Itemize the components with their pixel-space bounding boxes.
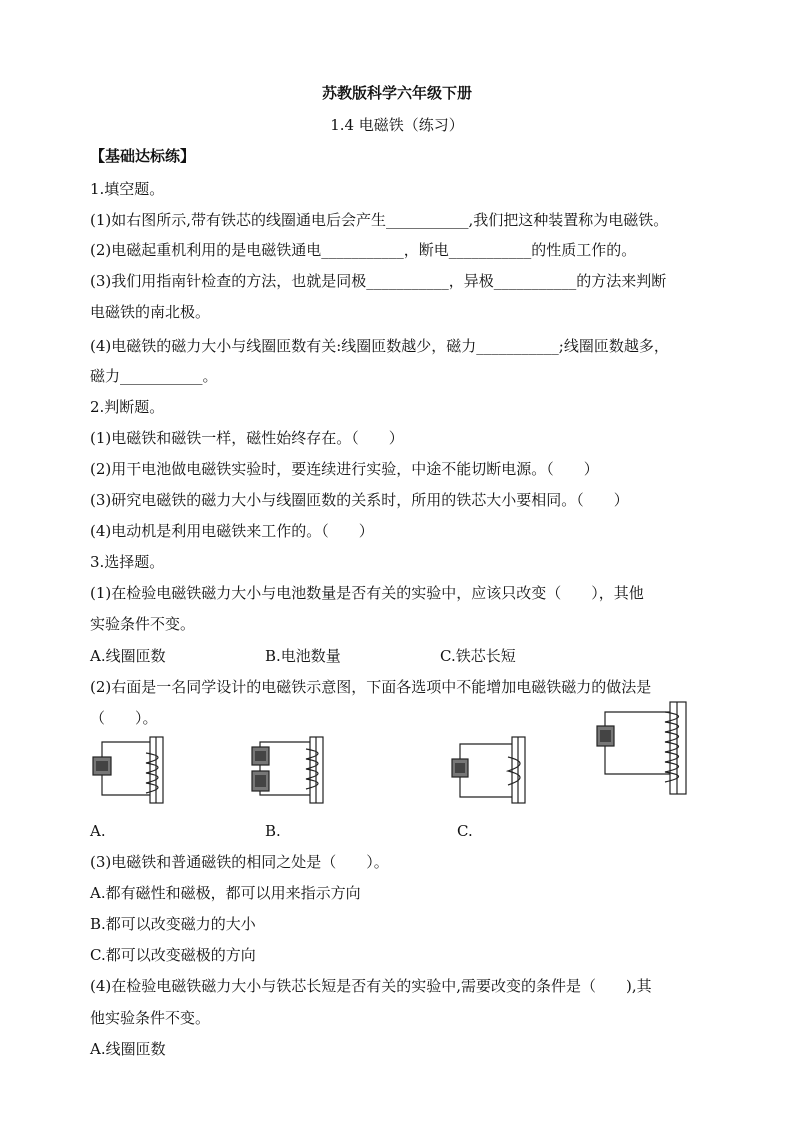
reference-electromagnet-diagram bbox=[594, 700, 704, 796]
q3-3-option-c: C.都可以改变磁极的方向 bbox=[90, 946, 256, 964]
q3-4-line-2: 他实验条件不变。 bbox=[90, 1009, 211, 1027]
q1-item-2: (2)电磁起重机利用的是电磁铁通电___________，断电___________的性质工作的。 bbox=[90, 241, 637, 259]
q2-item-2: (2)用干电池做电磁铁实验时，要连续进行实验，中途不能切断电源。（ ） bbox=[90, 460, 599, 478]
q2-item-1: (1)电磁铁和磁铁一样，磁性始终存在。（ ） bbox=[90, 429, 404, 447]
page-subtitle: 1.4 电磁铁（练习） bbox=[330, 116, 464, 134]
circuit-diagram-a bbox=[88, 735, 178, 805]
q3-3-option-a: A.都有磁性和磁极，都可以用来指示方向 bbox=[90, 884, 361, 902]
section-label: 【基础达标练】 bbox=[90, 147, 196, 165]
q3-2-line-1: (2)右面是一名同学设计的电磁铁示意图，下面各选项中不能增加电磁铁磁力的做法是 bbox=[90, 678, 652, 696]
q2-item-3: (3)研究电磁铁的磁力大小与线圈匝数的关系时，所用的铁芯大小要相同。（ ） bbox=[90, 491, 629, 509]
q2-item-4: (4)电动机是利用电磁铁来工作的。（ ） bbox=[90, 522, 374, 540]
q1-item-4-cont: 磁力___________。 bbox=[90, 367, 218, 385]
circuit-diagram-b bbox=[248, 735, 338, 805]
figure-label-b: B. bbox=[265, 822, 281, 840]
circuit-diagram-c bbox=[448, 735, 538, 805]
q3-4-option-a: A.线圈匝数 bbox=[90, 1040, 166, 1058]
q3-1-option-b: B.电池数量 bbox=[265, 647, 341, 665]
q3-2-line-2: （ ）。 bbox=[90, 709, 158, 727]
q1-item-1: (1)如右图所示,带有铁芯的线圈通电后会产生___________,我们把这种装置称为电磁铁。 bbox=[90, 211, 669, 229]
q1-item-4: (4)电磁铁的磁力大小与线圈匝数有关:线圈匝数越少，磁力___________;线圈匝数越多， bbox=[90, 337, 669, 355]
q1-item-3: (3)我们用指南针检查的方法，也就是同极___________，异极___________的方法来判断 bbox=[90, 272, 667, 290]
q3-1-option-a: A.线圈匝数 bbox=[90, 647, 166, 665]
page-title: 苏教版科学六年级下册 bbox=[321, 84, 472, 102]
q3-1-line-1: (1)在检验电磁铁磁力大小与电池数量是否有关的实验中，应该只改变（ ），其他 bbox=[90, 584, 644, 602]
q3-heading: 3.选择题。 bbox=[90, 553, 165, 571]
q1-item-3-cont: 电磁铁的南北极。 bbox=[90, 303, 211, 321]
figure-label-c: C. bbox=[457, 822, 473, 840]
q2-heading: 2.判断题。 bbox=[90, 398, 165, 416]
q3-1-option-c: C.铁芯长短 bbox=[440, 647, 516, 665]
figure-label-a: A. bbox=[90, 822, 106, 840]
q3-4-line-1: (4)在检验电磁铁磁力大小与铁芯长短是否有关的实验中,需要改变的条件是（ ),其 bbox=[90, 977, 652, 995]
q3-3-option-b: B.都可以改变磁力的大小 bbox=[90, 915, 256, 933]
q1-heading: 1.填空题。 bbox=[90, 180, 165, 198]
q3-1-line-2: 实验条件不变。 bbox=[90, 615, 196, 633]
q3-3-line: (3)电磁铁和普通磁铁的相同之处是（ ）。 bbox=[90, 853, 389, 871]
